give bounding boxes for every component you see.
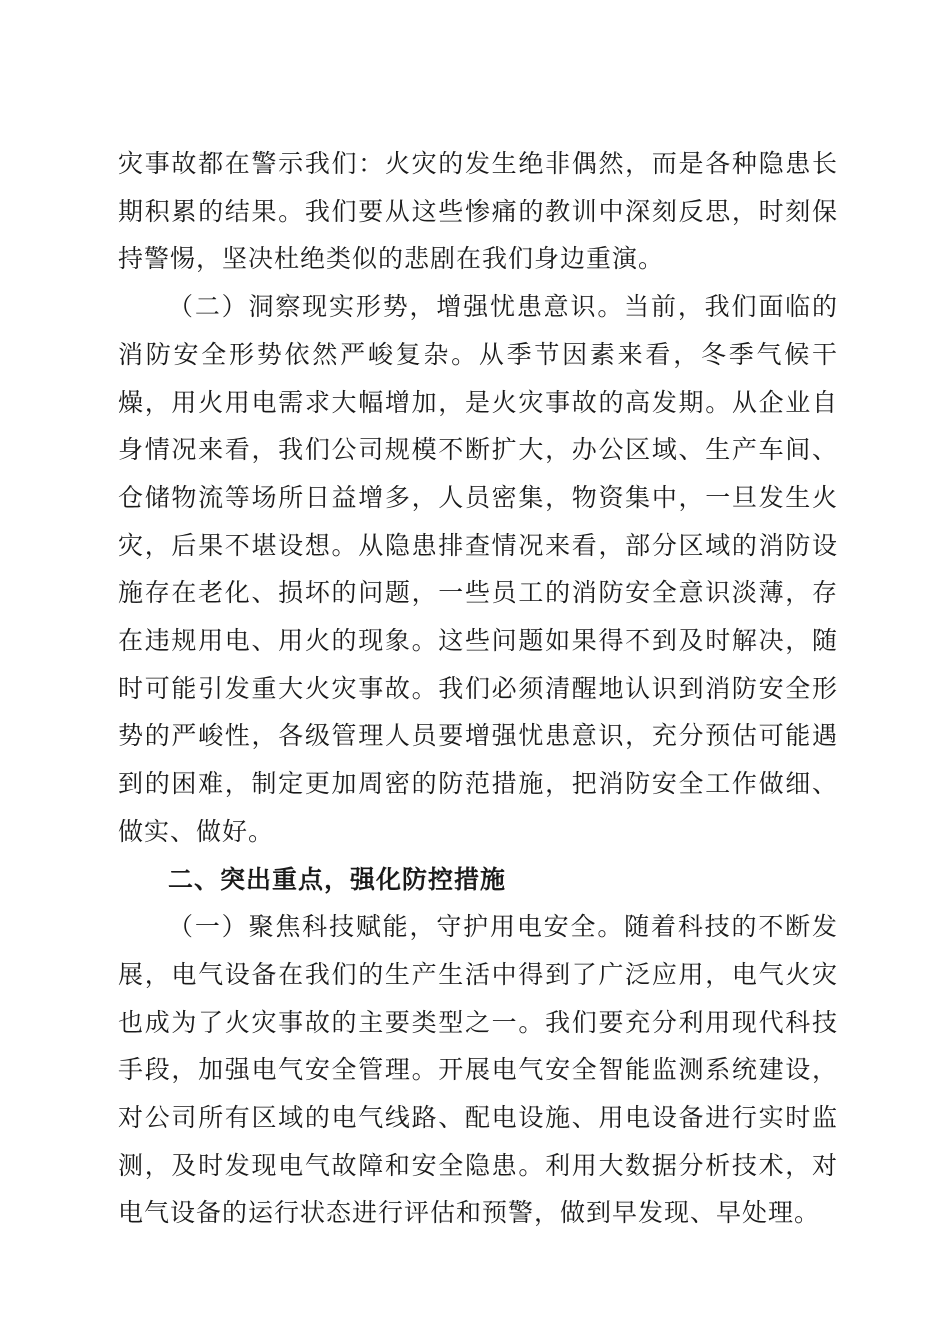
paragraph-lead-sentence: （二）洞察现实形势，增强忧患意识。 — [168, 292, 625, 322]
paragraph-body: 随着科技的不断发展，电气设备在我们的生产生活中得到了广泛应用，电气火灾也成为了火灾事故的主要类型之一。我们要充分利用现代科技手段，加强电气安全管理。开展电气安全智能监测系统建设，对公司所有区域的电气线路、配电设施、用电设备进行实时监测，及时发现电气故障和安全隐患。利用大数据分析技术，对电气设备的运行状态进行评估和预警，做到早发现、早处理。 — [118, 912, 838, 1228]
paragraph-subsection-1 — [118, 903, 838, 1237]
document-page — [118, 140, 838, 1237]
paragraph-lead-sentence: （一）聚焦科技赋能，守护用电安全。 — [168, 912, 625, 942]
paragraph-continuation: 灾事故都在警示我们：火灾的发生绝非偶然，而是各种隐患长期积累的结果。我们要从这些惨痛的教训中深刻反思，时刻保持警惕，坚决杜绝类似的悲剧在我们身边重演。 — [118, 149, 838, 274]
section-heading: 二、突出重点，强化防控措施 — [168, 864, 507, 894]
paragraph-section-2 — [118, 283, 838, 855]
paragraph-body: 当前，我们面临的消防安全形势依然严峻复杂。从季节因素来看，冬季气候干燥，用火用电需求大幅增加，是火灾事故的高发期。从企业自身情况来看，我们公司规模不断扩大，办公区域、生产车间、仓储物流等场所日益增多，人员密集，物资集中，一旦发生火灾，后果不堪设想。从隐患排查情况来看，部分区域的消防设施存在老化、损坏的问题，一些员工的消防安全意识淡薄，存在违规用电、用火的现象。这些问题如果得不到及时解决，随时可能引发重大火灾事故。我们必须清醒地认识到消防安全形势的严峻性，各级管理人员要增强忧患意识，充分预估可能遇到的困难，制定更加周密的防范措施，把消防安全工作做细、做实、做好。 — [118, 292, 838, 846]
